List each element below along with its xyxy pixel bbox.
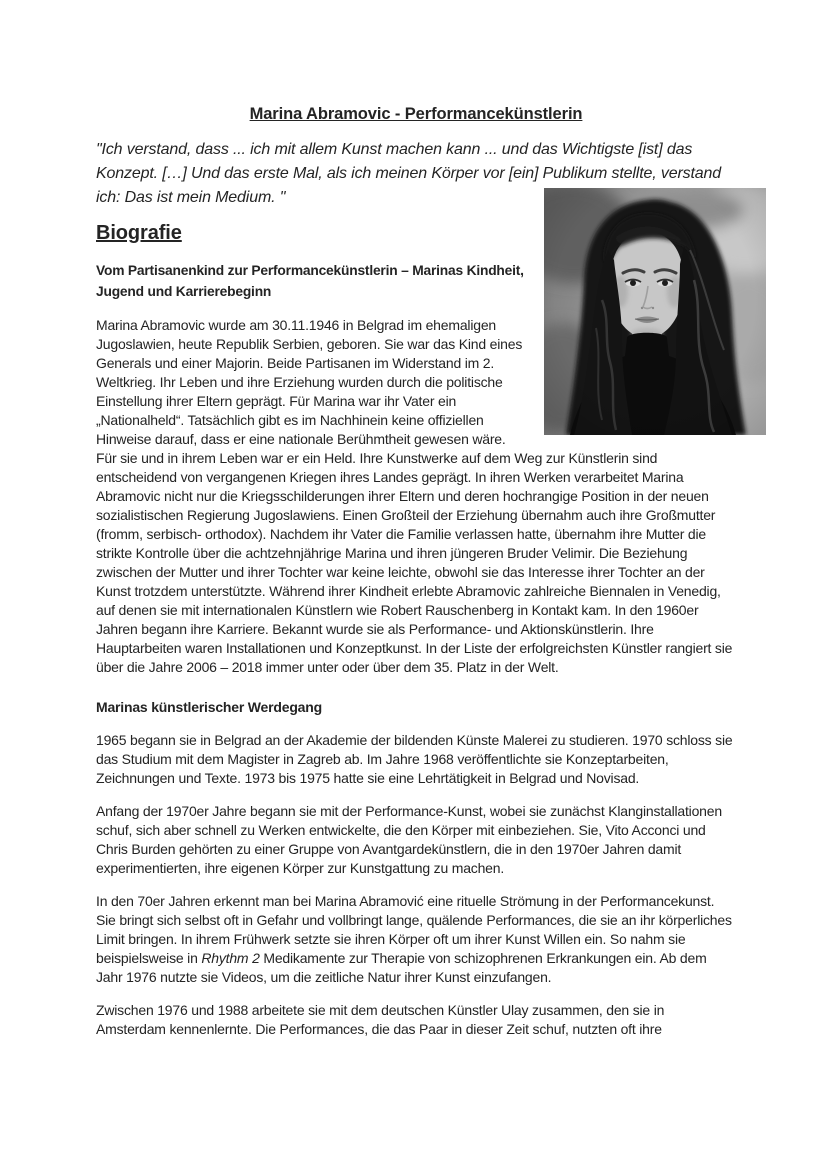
work-title-rhythm-2: Rhythm 2: [201, 950, 260, 966]
paragraph-performance-art: Anfang der 1970er Jahre begann sie mit der Performance-Kunst, wobei sie zunächst Klanginstallationen schuf, sich aber schnell zu Werken entwickelte, die den Körper mit einbeziehen. Sie, Vito Acconci und Chris Burden gehörten zu einer Gruppe von Avantgardekünstlern, die in den 1970er Jahren damit experimentierten, ihre eigenen Körper zur Kunstgattung zu machen.: [96, 803, 722, 876]
subheading-career: Marinas künstlerischer Werdegang: [96, 699, 322, 715]
subheading-childhood: Vom Partisanenkind zur Performancekünstlerin – Marinas Kindheit, Jugend und Karrierebeginn: [96, 263, 524, 299]
portrait-photo: [544, 188, 766, 435]
portrait-marina-abramovic-image: [544, 188, 766, 435]
paragraph-ritual-text-end: Medikamente zur Therapie von schizophrenen Erkrankungen ein. Ab dem Jahr 1976 nutzte sie Videos, um die zeitliche Natur ihrer Kunst einzufangen.: [96, 950, 707, 985]
paragraph-ulay: Zwischen 1976 und 1988 arbeitete sie mit dem deutschen Künstler Ulay zusammen, den sie in Amsterdam kennenlernte. Die Performances, die das Paar in dieser Zeit schuf, nutzten oft ihre: [96, 1002, 665, 1037]
page-title: Marina Abramovic - Performancekünstlerin: [249, 105, 583, 123]
section-heading-biografie: Biografie: [96, 222, 182, 244]
opening-quote: "Ich verstand, dass ... ich mit allem Kunst machen kann ... und das Wichtigste [ist] das Konzept. […] Und das erste Mal, als ich meinen Körper vor [ein] Publikum stellte, verstand ich: Das ist mein Medium. ": [96, 141, 722, 206]
paragraph-ritual-text-start: In den 70er Jahren erkennt man bei Marina Abramović eine rituelle Strömung in der Performancekunst. Sie bringt sich selbst oft in Gefahr und vollbringt lange, quälende Performances, die sie an ihr körperliches Limit bringen. In ihrem Frühwerk setzte sie ihren Körper oft um ihrer Kunst Willen ein. So nahm sie beispielsweise in: [96, 893, 732, 966]
paragraph-ritual-performances: [96, 892, 736, 987]
paragraph-biography: Marina Abramovic wurde am 30.11.1946 in Belgrad im ehemaligen Jugoslawien, heute Republik Serbien, geboren. Sie war das Kind eines Generals und einer Majorin. Beide Partisanen im Widerstand im 2. Weltkrieg. Ihr Leben und ihre Erziehung wurden durch die politische Einstellung ihrer Eltern geprägt. Für Marina war ihr Vater ein „Nationalheld“. Tatsächlich gibt es im Nachhinein keine offiziellen Hinweise darauf, dass er eine nationale Berühmtheit gewesen wäre. Für sie und in ihrem Leben war er ein Held. Ihre Kunstwerke auf dem Weg zur Künstlerin sind entscheidend von vergangenen Kriegen ihres Landes geprägt. In ihren Werken verarbeitet Marina Abramovic nicht nur die Kriegsschilderungen ihrer Eltern und deren hochrangige Position in der neuen sozialistischen Regierung Jugoslawiens. Einen Großteil der Erziehung übernahm auch ihre Großmutter (fromm, serbisch- orthodox). Nachdem ihr Vater die Familie verlassen hatte, übernahm ihre Mutter die strikte Kontrolle über die achtzehnjährige Marina und ihren jüngeren Bruder Velimir. Die Beziehung zwischen der Mutter und ihrer Tochter war keine leichte, obwohl sie das Interesse ihrer Tochter an der Kunst trotzdem unterstützte. Während ihrer Kindheit erlebte Abramovic zahlreiche Biennalen in Venedig, auf denen sie mit internationalen Künstlern wie Robert Rauschenberg in Kontakt kam. In den 1960er Jahren begann ihre Karriere. Bekannt wurde sie als Performance- und Aktionskünstlerin. Ihre Hauptarbeiten waren Installationen und Konzeptkunst. In der Liste der erfolgreichsten Künstler rangiert sie über die Jahre 2006 – 2018 immer unter oder über dem 35. Platz in der Welt.: [96, 317, 733, 675]
paragraph-studies: 1965 begann sie in Belgrad an der Akademie der bildenden Künste Malerei zu studieren. 1970 schloss sie das Studium mit dem Magister in Zagreb ab. Im Jahre 1968 veröffentlichte sie Konzeptarbeiten, Zeichnungen und Texte. 1973 bis 1975 hatte sie eine Lehrtätigkeit in Belgrad und Novisad.: [96, 732, 733, 786]
